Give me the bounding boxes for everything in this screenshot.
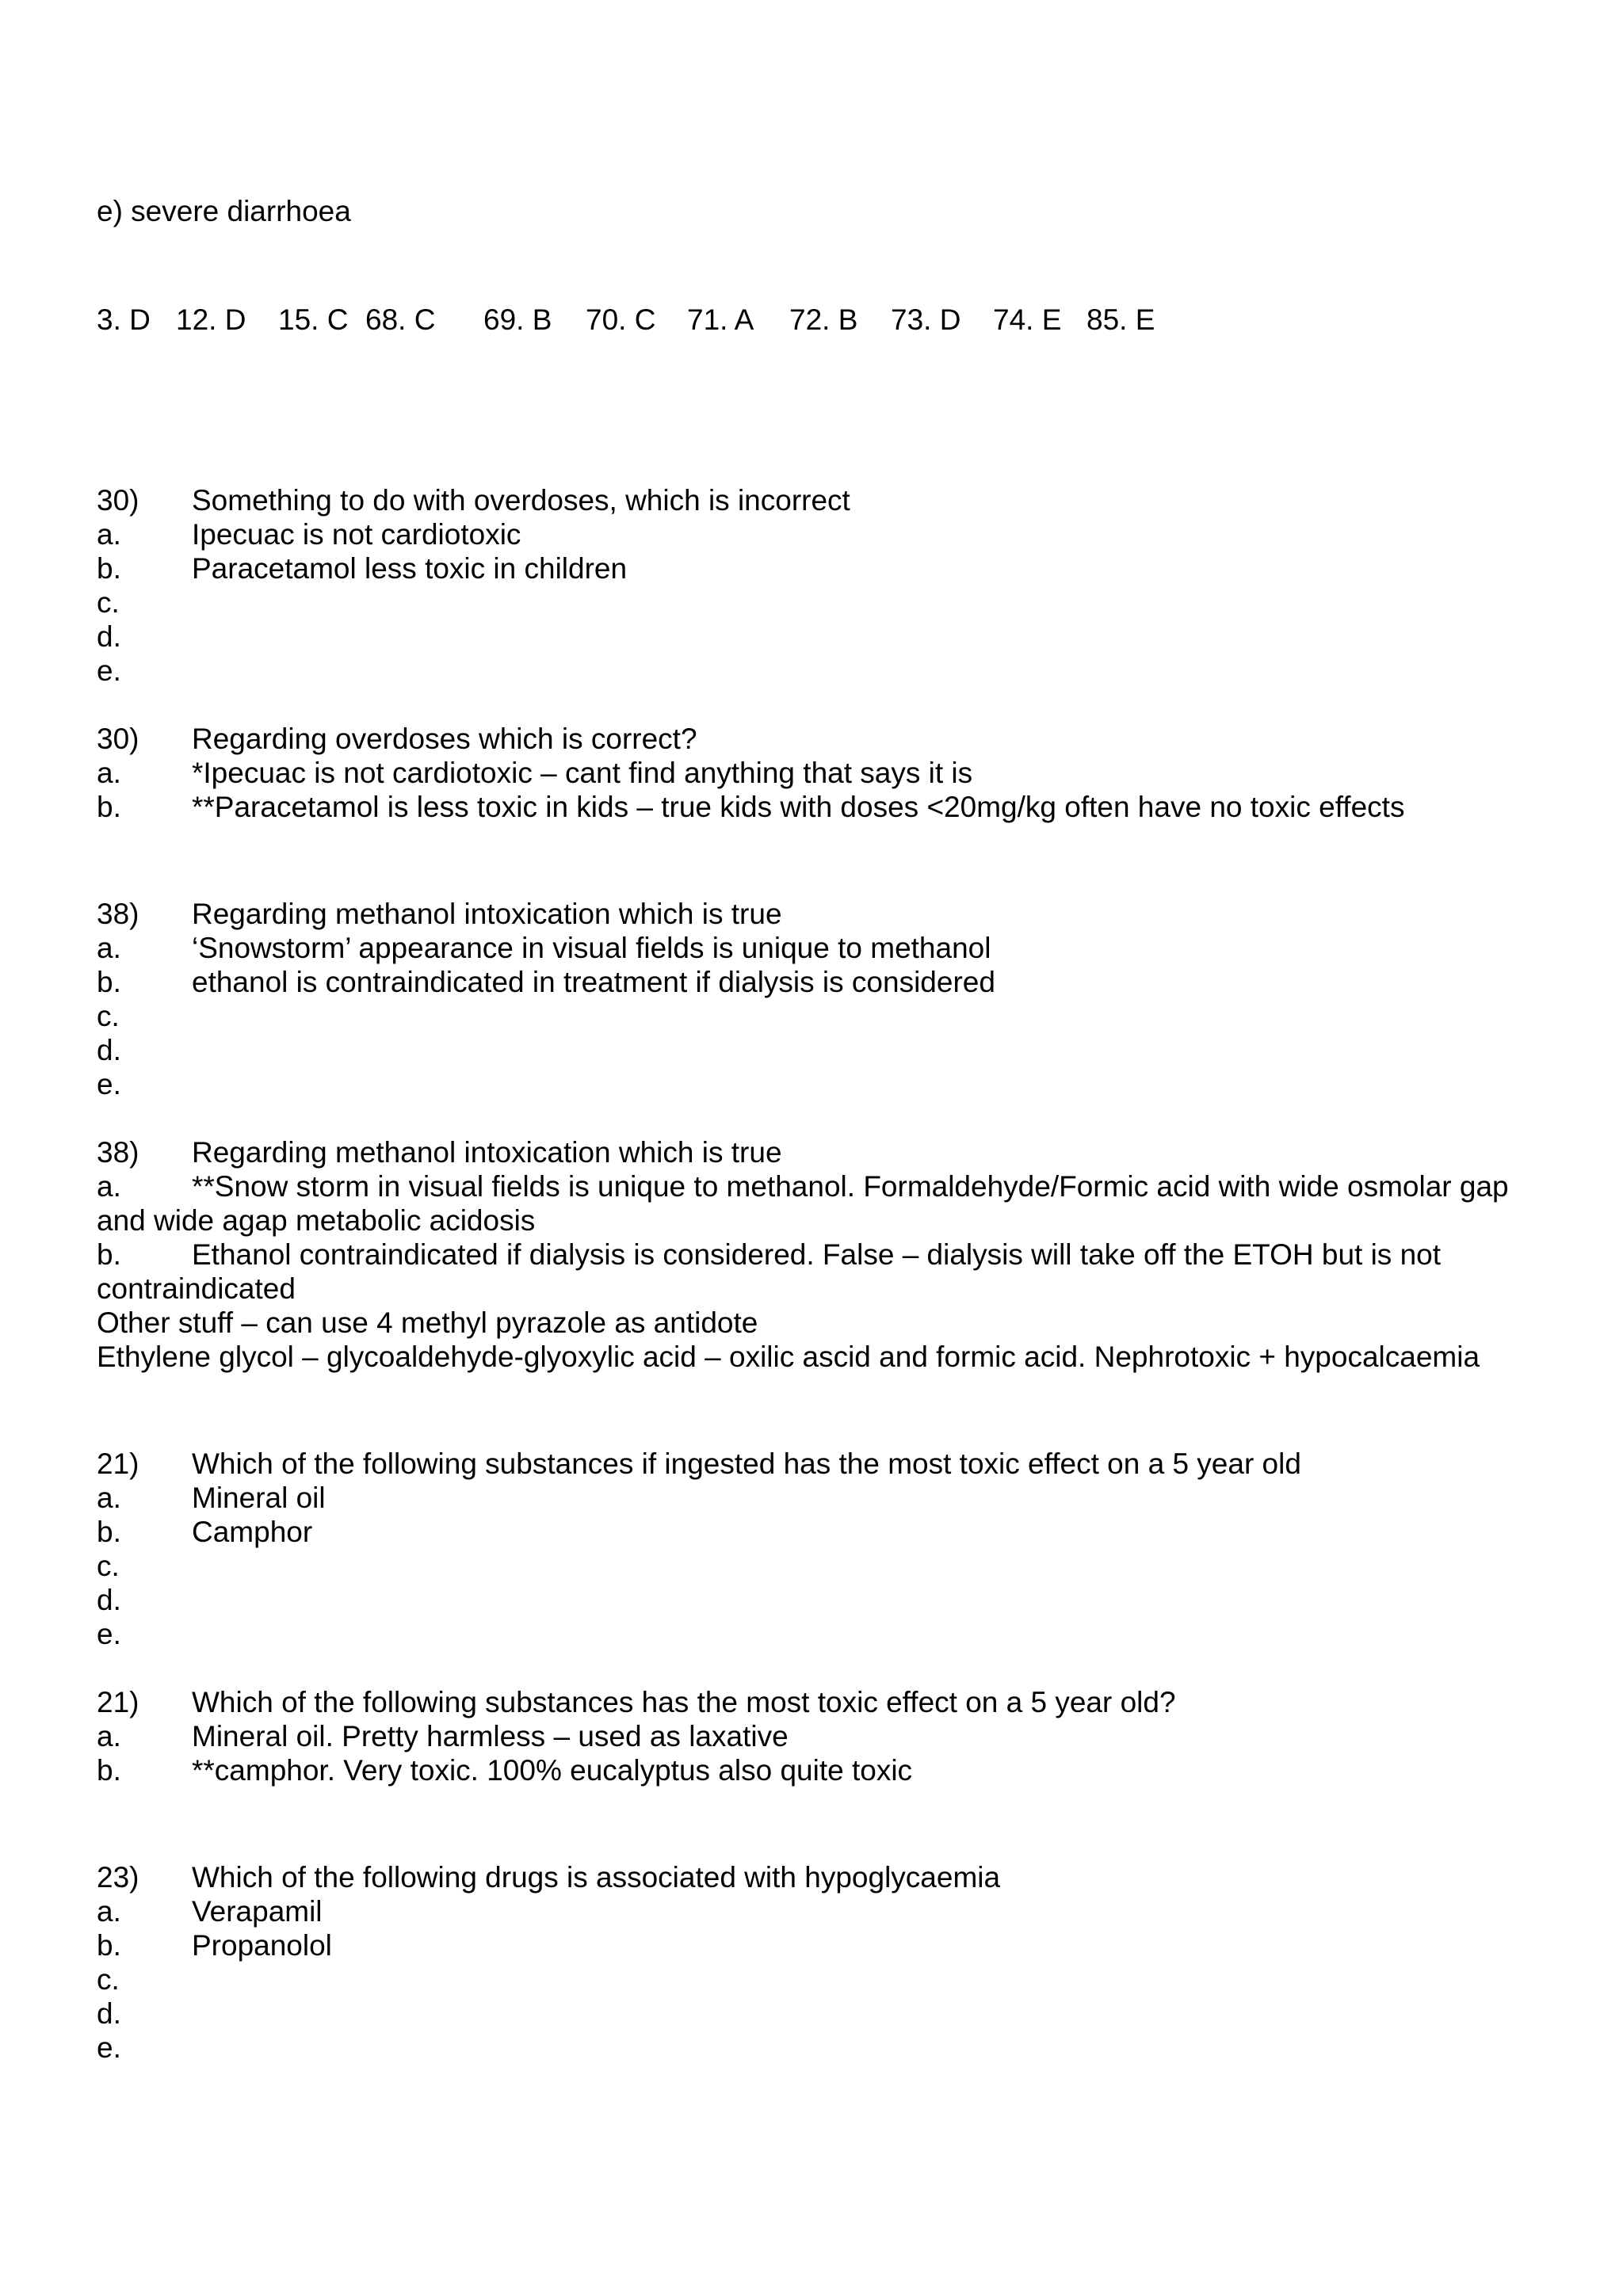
option-label: b. (97, 1516, 121, 1548)
option-label: c. (97, 1000, 120, 1032)
question-text: Regarding overdoses which is correct? (192, 723, 697, 755)
answer-item: 12. D (176, 303, 246, 336)
option-text: ‘Snowstorm’ appearance in visual fields is unique to methanol (192, 932, 991, 964)
option-label: a. (97, 757, 121, 789)
option-text: *Ipecuac is not cardiotoxic – cant find anything that says it is (192, 757, 973, 789)
question-text: Which of the following substances if ingested has the most toxic effect on a 5 year old (192, 1447, 1301, 1480)
note-text: Ethylene glycol – glycoaldehyde-glyoxylic acid – oxilic ascid and formic acid. Nephrotoxic + hypocalcaemia (97, 1341, 1480, 1373)
option-label: d. (97, 1997, 121, 2030)
option-label: b. (97, 1754, 121, 1787)
question-number: 30) (97, 484, 139, 517)
option-label: b. (97, 966, 121, 998)
question-number: 38) (97, 898, 139, 930)
question-number: 38) (97, 1136, 139, 1169)
option-label: a. (97, 1720, 121, 1753)
option-text: Ipecuac is not cardiotoxic (192, 518, 521, 551)
answer-item: 69. B (483, 303, 552, 336)
option-label: e. (97, 654, 121, 687)
option-label: a. (97, 932, 121, 964)
question-number: 21) (97, 1686, 139, 1718)
option-label: e. (97, 2031, 121, 2064)
option-text: **Paracetamol is less toxic in kids – true kids with doses <20mg/kg often have no toxic effects (192, 791, 1405, 823)
option-label: a. (97, 1170, 121, 1203)
option-text-continued: contraindicated (97, 1272, 296, 1305)
option-text: Paracetamol less toxic in children (192, 552, 628, 585)
option-label: c. (97, 1550, 120, 1582)
question-text: Regarding methanol intoxication which is true (192, 898, 782, 930)
answer-item: 85. E (1086, 303, 1155, 336)
question-text: Which of the following substances has the most toxic effect on a 5 year old? (192, 1686, 1176, 1718)
answer-item: 15. C (278, 303, 349, 336)
option-text: Camphor (192, 1516, 313, 1548)
answer-item: 73. D (891, 303, 961, 336)
option-text: Propanolol (192, 1929, 332, 1962)
answer-item: 3. D (97, 303, 151, 336)
option-text-continued: and wide agap metabolic acidosis (97, 1204, 536, 1237)
option-text: **Snow storm in visual fields is unique to methanol. Formaldehyde/Formic acid with wide osmolar gap (192, 1170, 1509, 1203)
option-label: a. (97, 518, 121, 551)
option-text: **camphor. Very toxic. 100% eucalyptus also quite toxic (192, 1754, 913, 1787)
option-label: d. (97, 1034, 121, 1066)
question-number: 23) (97, 1861, 139, 1894)
option-text: Ethanol contraindicated if dialysis is considered. False – dialysis will take off the ETOH but is not (192, 1238, 1442, 1271)
answer-item: 74. E (993, 303, 1062, 336)
answer-item: 70. C (586, 303, 656, 336)
option-text: Mineral oil. Pretty harmless – used as laxative (192, 1720, 789, 1753)
answer-item: 71. A (687, 303, 754, 336)
previous-option-e: e) severe diarrhoea (97, 195, 351, 227)
question-text: Which of the following drugs is associated with hypoglycaemia (192, 1861, 1001, 1894)
answer-item: 72. B (789, 303, 858, 336)
question-text: Regarding methanol intoxication which is true (192, 1136, 782, 1169)
option-text: ethanol is contraindicated in treatment if dialysis is considered (192, 966, 995, 998)
option-label: c. (97, 1963, 120, 1996)
option-label: d. (97, 620, 121, 653)
option-label: c. (97, 586, 120, 619)
option-text: Mineral oil (192, 1482, 326, 1514)
option-label: b. (97, 791, 121, 823)
option-label: a. (97, 1482, 121, 1514)
answer-item: 68. C (365, 303, 436, 336)
option-label: e. (97, 1068, 121, 1100)
option-label: b. (97, 552, 121, 585)
option-label: d. (97, 1584, 121, 1616)
option-text: Verapamil (192, 1895, 323, 1928)
note-text: Other stuff – can use 4 methyl pyrazole as antidote (97, 1306, 758, 1339)
option-label: b. (97, 1929, 121, 1962)
option-label: a. (97, 1895, 121, 1928)
option-label: b. (97, 1238, 121, 1271)
option-label: e. (97, 1618, 121, 1650)
question-number: 21) (97, 1447, 139, 1480)
question-number: 30) (97, 723, 139, 755)
question-text: Something to do with overdoses, which is incorrect (192, 484, 850, 517)
